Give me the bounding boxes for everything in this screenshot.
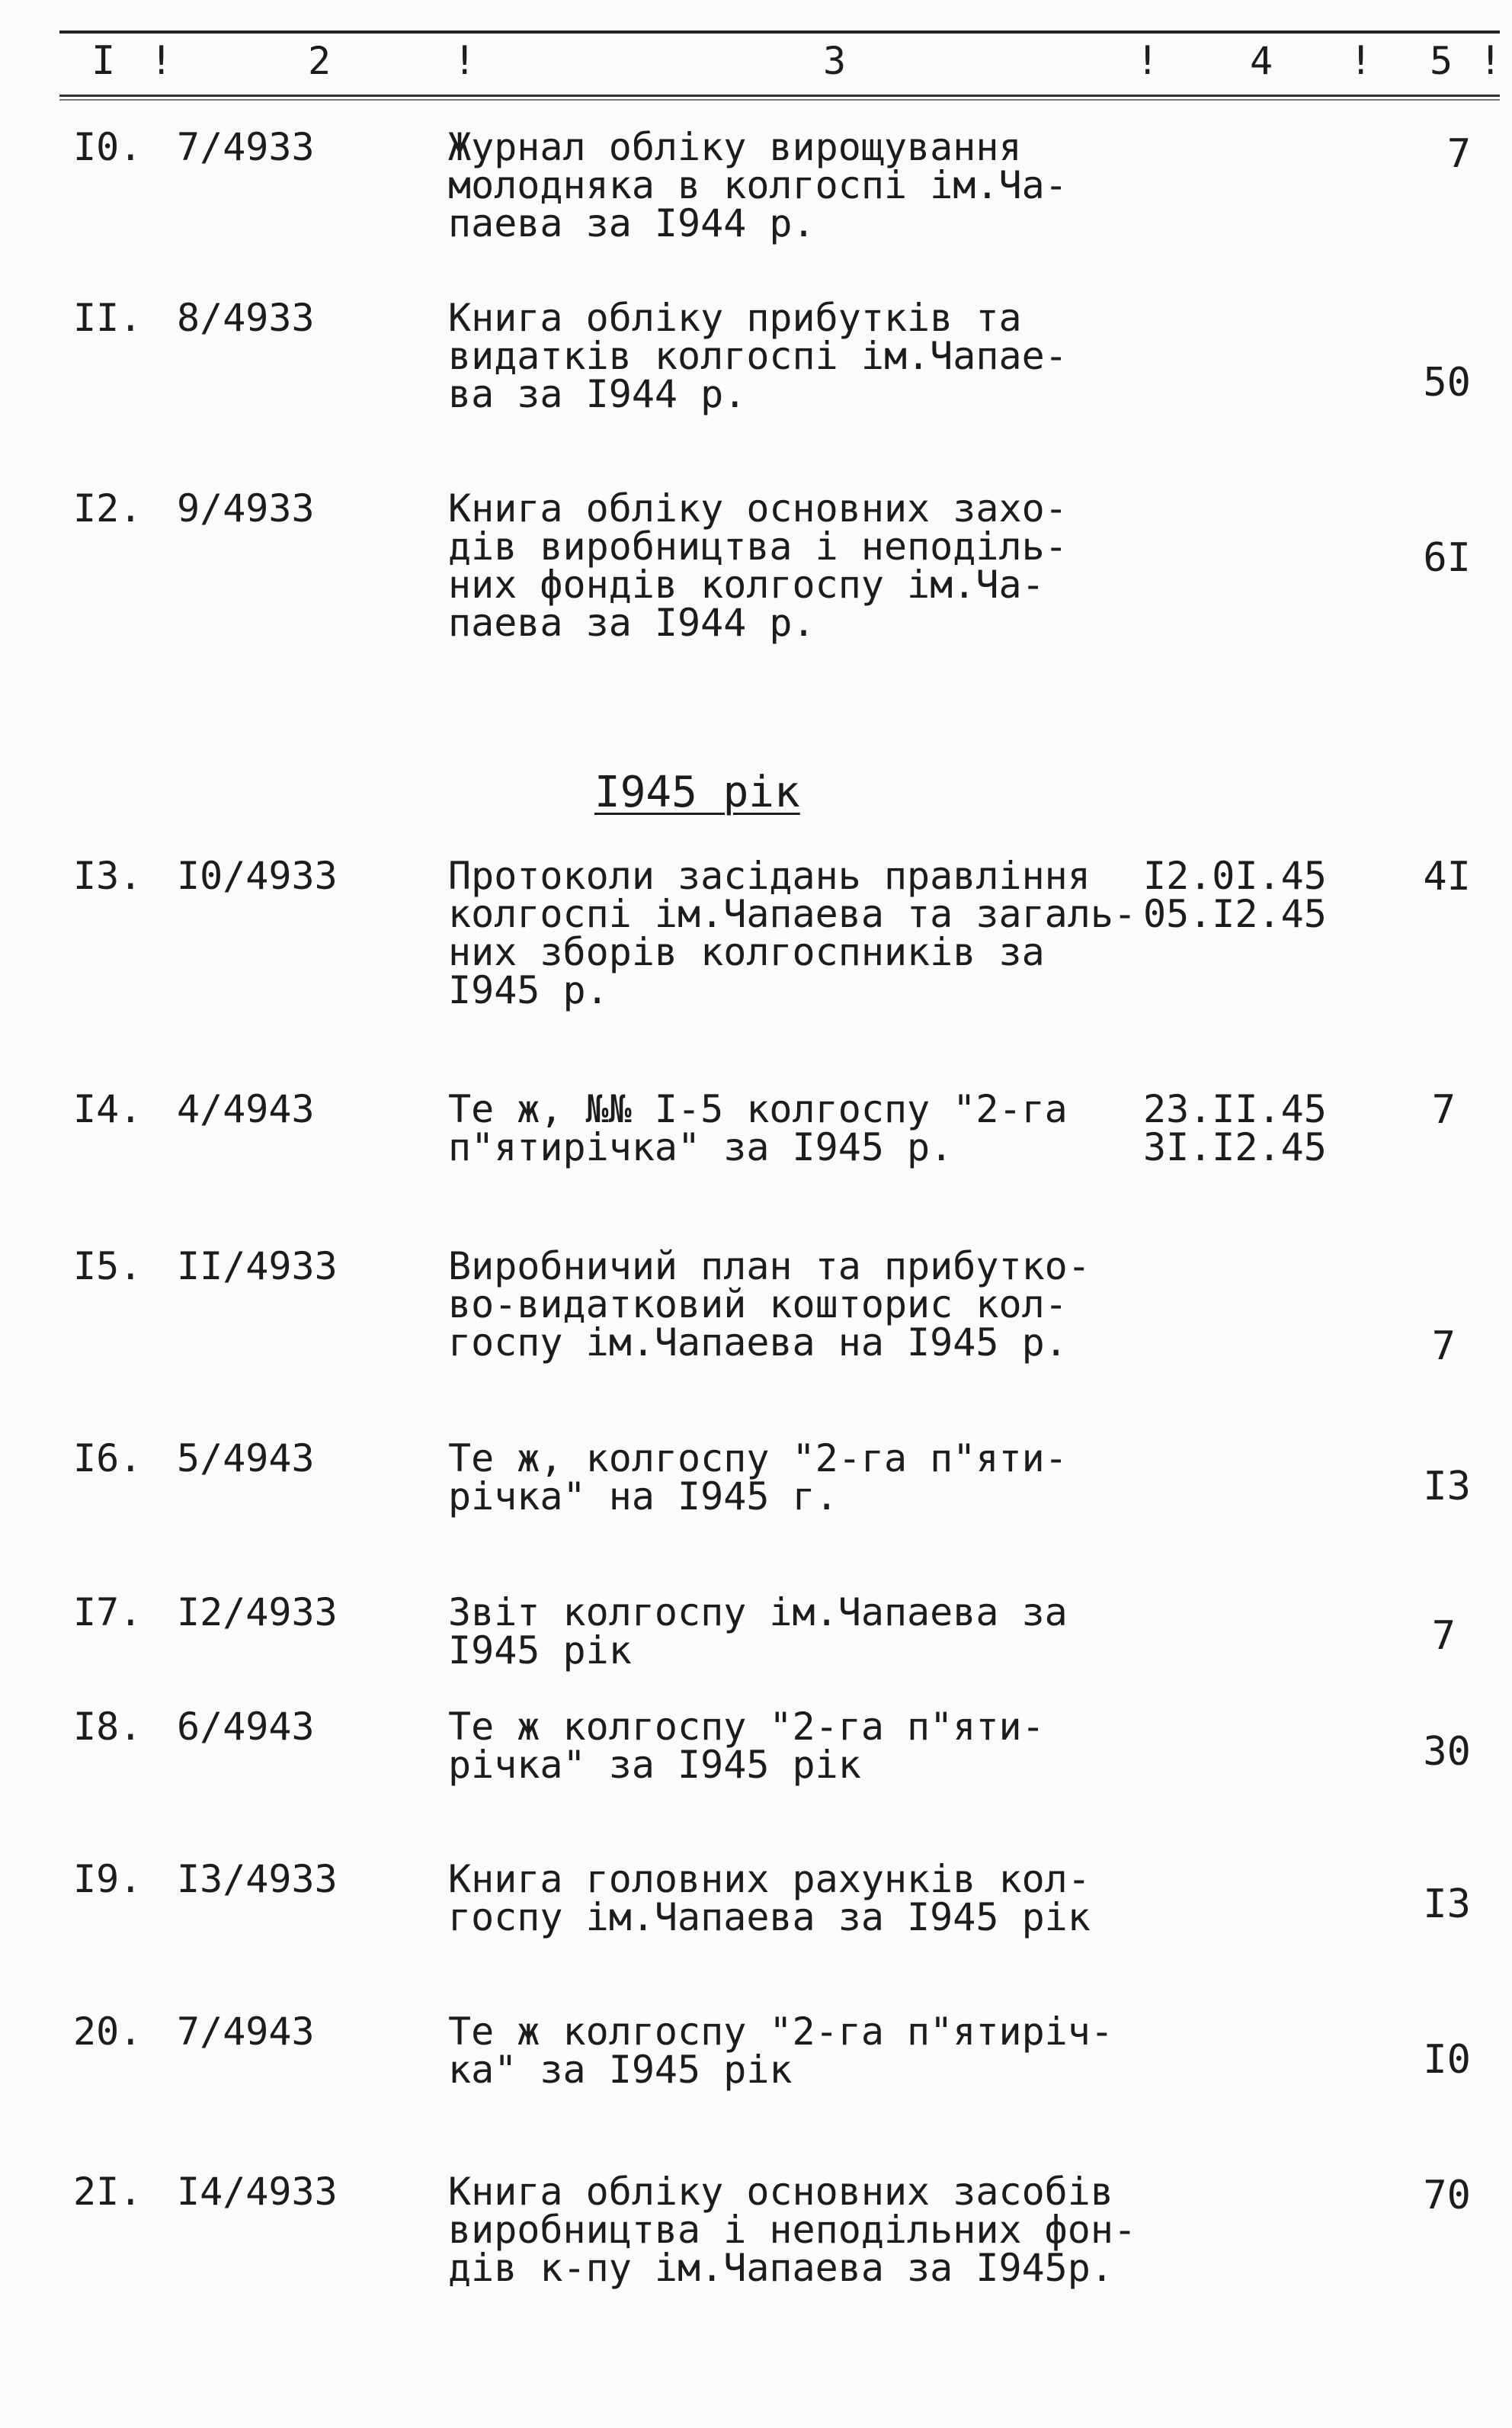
entry-description-line: Книга обліку прибутків та: [448, 296, 1022, 340]
entry-sheets: 7: [1431, 1323, 1456, 1369]
entry-code: I0/4933: [177, 854, 338, 898]
entry-description-line: річка" на I945 г.: [448, 1474, 838, 1519]
entry-code: I4/4933: [177, 2170, 338, 2214]
header-col3: 3: [823, 39, 847, 83]
entry-date-start: I2.0I.45: [1143, 854, 1327, 898]
entry-description: [448, 296, 1180, 416]
entry-number: I6.: [73, 1436, 143, 1480]
entry-description-line: Протоколи засідань правління: [448, 854, 1091, 898]
header-col4: 4: [1250, 39, 1273, 83]
entry-dates: [1143, 1087, 1372, 1169]
entry-number: I0.: [73, 125, 143, 169]
entry-description-line: річка" за I945 рік: [448, 1743, 861, 1787]
entry-dates: [1143, 854, 1372, 936]
entry-date-start: 23.II.45: [1143, 1087, 1327, 1131]
entry-number: I9.: [73, 1857, 143, 1901]
entry-description-line: Журнал обліку вирощування: [448, 125, 1022, 169]
entry-description-line: Книга обліку основних засобів: [448, 2170, 1113, 2214]
entry-description-line: Те ж, колгоспу "2-га п"яти-: [448, 1436, 1068, 1480]
entry-description-line: ва за I944 р.: [448, 372, 747, 416]
entry-number: I4.: [73, 1087, 143, 1131]
entry-description-line: Те ж колгоспу "2-га п"яти-: [448, 1705, 1045, 1749]
header-sep5: !: [1478, 38, 1503, 84]
entry-sheets: 30: [1423, 1729, 1471, 1775]
entry-code: 7/4943: [177, 2009, 315, 2054]
entry-description-line: Звіт колгоспу ім.Чапаева за: [448, 1590, 1068, 1634]
entry-description-line: Книга обліку основних захо-: [448, 486, 1068, 531]
entry-description: [448, 486, 1180, 645]
entry-description: [448, 1590, 1180, 1673]
entry-number: I8.: [73, 1705, 143, 1749]
entry-description-line: Виробничий план та прибутко-: [448, 1244, 1091, 1288]
entry-code: I2/4933: [177, 1590, 338, 1634]
entry-sheets: 4I: [1423, 854, 1471, 900]
entry-number: 2I.: [73, 2170, 143, 2214]
entry-description: [448, 1705, 1180, 1787]
entry-number: I2.: [73, 486, 143, 531]
entry-description-line: паева за I944 р.: [448, 601, 815, 645]
entry-description: [448, 2170, 1180, 2290]
entry-number: I5.: [73, 1244, 143, 1288]
header-bottom-rule: [59, 95, 1500, 97]
entry-code: 9/4933: [177, 486, 315, 531]
entry-sheets: I3: [1423, 1881, 1471, 1927]
entry-description-line: Те ж, №№ I-5 колгоспу "2-га: [448, 1087, 1068, 1131]
entry-description-line: I945 р.: [448, 968, 609, 1012]
header-sep1: !: [149, 38, 174, 84]
entry-description: [448, 1244, 1180, 1365]
header-bottom-rule-2: [59, 99, 1500, 101]
header-sep3: !: [1136, 38, 1160, 84]
entry-date-end: 05.I2.45: [1143, 892, 1327, 936]
entry-description: [448, 125, 1180, 245]
entry-sheets: 6I: [1423, 535, 1471, 581]
entry-description-line: I945 рік: [448, 1628, 632, 1673]
entry-description: [448, 1436, 1180, 1519]
entry-description: [448, 1857, 1180, 1939]
entry-sheets: 50: [1423, 360, 1471, 406]
entry-sheets: I3: [1423, 1464, 1471, 1509]
entry-description-line: них фондів колгоспу ім.Ча-: [448, 563, 1045, 607]
header-col1: I: [91, 38, 116, 84]
entry-description-line: дів к-пу ім.Чапаева за I945р.: [448, 2246, 1113, 2290]
entry-code: 7/4933: [177, 125, 315, 169]
entry-code: II/4933: [177, 1244, 338, 1288]
entry-date-end: 3I.I2.45: [1143, 1125, 1327, 1169]
entry-code: I3/4933: [177, 1857, 338, 1901]
entry-code: 8/4933: [177, 296, 315, 340]
header-sep4: !: [1349, 38, 1373, 84]
entry-number: I7.: [73, 1590, 143, 1634]
entry-description-line: них зборів колгоспників за: [448, 930, 1045, 974]
entry-sheets: 7: [1446, 131, 1471, 177]
entry-sheets: 70: [1423, 2173, 1471, 2218]
header-top-rule: [59, 30, 1500, 34]
entry-description-line: Книга головних рахунків кол-: [448, 1857, 1091, 1901]
section-year-heading: I945 рік: [594, 768, 800, 817]
entry-description-line: видатків колгоспі ім.Чапае-: [448, 334, 1068, 378]
entry-description-line: п"ятирічка" за I945 р.: [448, 1125, 953, 1169]
entry-description: [448, 854, 1180, 1012]
entry-sheets: 7: [1431, 1613, 1456, 1659]
entry-description-line: госпу ім.Чапаева на I945 р.: [448, 1320, 1068, 1365]
entry-description-line: дів виробництва і неподіль-: [448, 524, 1068, 569]
entry-description-line: молодняка в колгоспі ім.Ча-: [448, 163, 1068, 207]
entry-number: 20.: [73, 2009, 143, 2054]
entry-description-line: госпу ім.Чапаева за I945 рік: [448, 1895, 1091, 1939]
entry-code: 5/4943: [177, 1436, 315, 1480]
entry-code: 4/4943: [177, 1087, 315, 1131]
entry-sheets: 7: [1431, 1087, 1456, 1133]
entry-code: 6/4943: [177, 1705, 315, 1749]
entry-description-line: колгоспі ім.Чапаева та загаль-: [448, 892, 1137, 936]
entry-description: [448, 1087, 1180, 1169]
entry-description-line: Те ж колгоспу "2-га п"ятиріч-: [448, 2009, 1113, 2054]
entry-description-line: виробництва і неподільних фон-: [448, 2208, 1137, 2252]
entry-description-line: паева за I944 р.: [448, 201, 815, 245]
header-col2: 2: [308, 39, 332, 83]
entry-number: II.: [73, 296, 143, 340]
header-sep2: !: [453, 38, 477, 84]
entry-description-line: во-видатковий кошторис кол-: [448, 1282, 1068, 1326]
header-col5: 5: [1430, 39, 1453, 83]
entry-description-line: ка" за I945 рік: [448, 2048, 793, 2092]
entry-sheets: I0: [1423, 2037, 1471, 2083]
entry-description: [448, 2009, 1180, 2092]
entry-number: I3.: [73, 854, 143, 898]
